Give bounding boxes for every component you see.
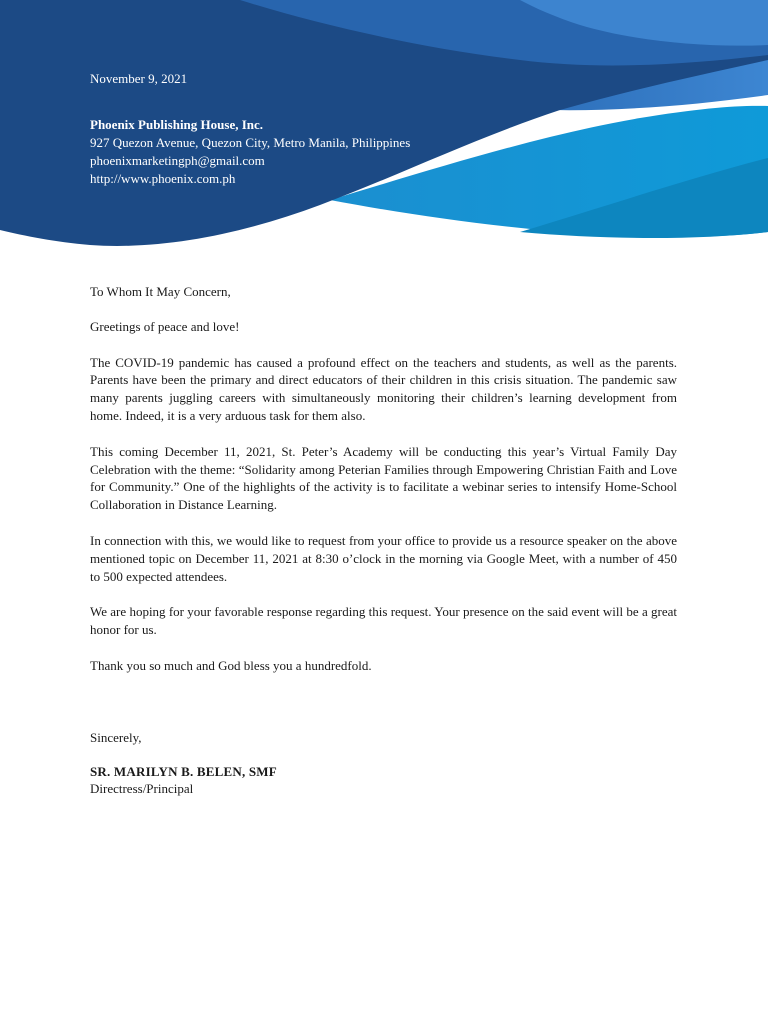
greeting: Greetings of peace and love! <box>90 318 240 334</box>
closing: Sincerely, <box>90 729 142 745</box>
salutation: To Whom It May Concern, <box>90 284 231 299</box>
paragraph-3: In connection with this, we would like to request from your office to provide us a resource speaker on the above mentioned topic on December 11, 2021 at 8:30 o’clock in the morning via Google Meet, with a number of 450 to 500 expected attendees. <box>90 532 677 584</box>
company-email[interactable]: phoenixmarketingph@gmail.com <box>90 153 265 168</box>
paragraph-1: The COVID-19 pandemic has caused a profound effect on the teachers and students, as well as the parents. Parents have been the primary and direct educators of their children in this crisis situation. The pandemic saw many parents juggling careers with simultaneously monitoring their children’s learning development from home. Indeed, it is a very arduous task for them also. <box>90 354 677 423</box>
letter-body <box>90 283 677 798</box>
letterhead <box>90 70 410 188</box>
signer-position: Directress/Principal <box>90 781 194 797</box>
company-name: Phoenix Publishing House, Inc. <box>90 117 264 132</box>
signer-name: SR. MARILYN B. BELEN, SMF <box>90 763 277 779</box>
letter-date: November 9, 2021 <box>90 71 188 86</box>
company-website[interactable]: http://www.phoenix.com.ph <box>90 171 236 186</box>
paragraph-4: We are hoping for your favorable response regarding this request. Your presence on the said event will be a great honor for us. <box>90 604 677 638</box>
paragraph-5: Thank you so much and God bless you a hundredfold. <box>90 657 372 673</box>
company-address: 927 Quezon Avenue, Quezon City, Metro Manila, Philippines <box>90 135 411 150</box>
closing-block <box>90 729 677 798</box>
paragraph-2: This coming December 11, 2021, St. Peter’s Academy will be conducting this year’s Virtual Family Day Celebration with the theme: “Solidarity among Peterian Families through Empowering Christian Faith and Love for Community.” One of the highlights of the activity is to facilitate a webinar series to intensify Home-School Collaboration in Distance Learning. <box>90 443 677 513</box>
